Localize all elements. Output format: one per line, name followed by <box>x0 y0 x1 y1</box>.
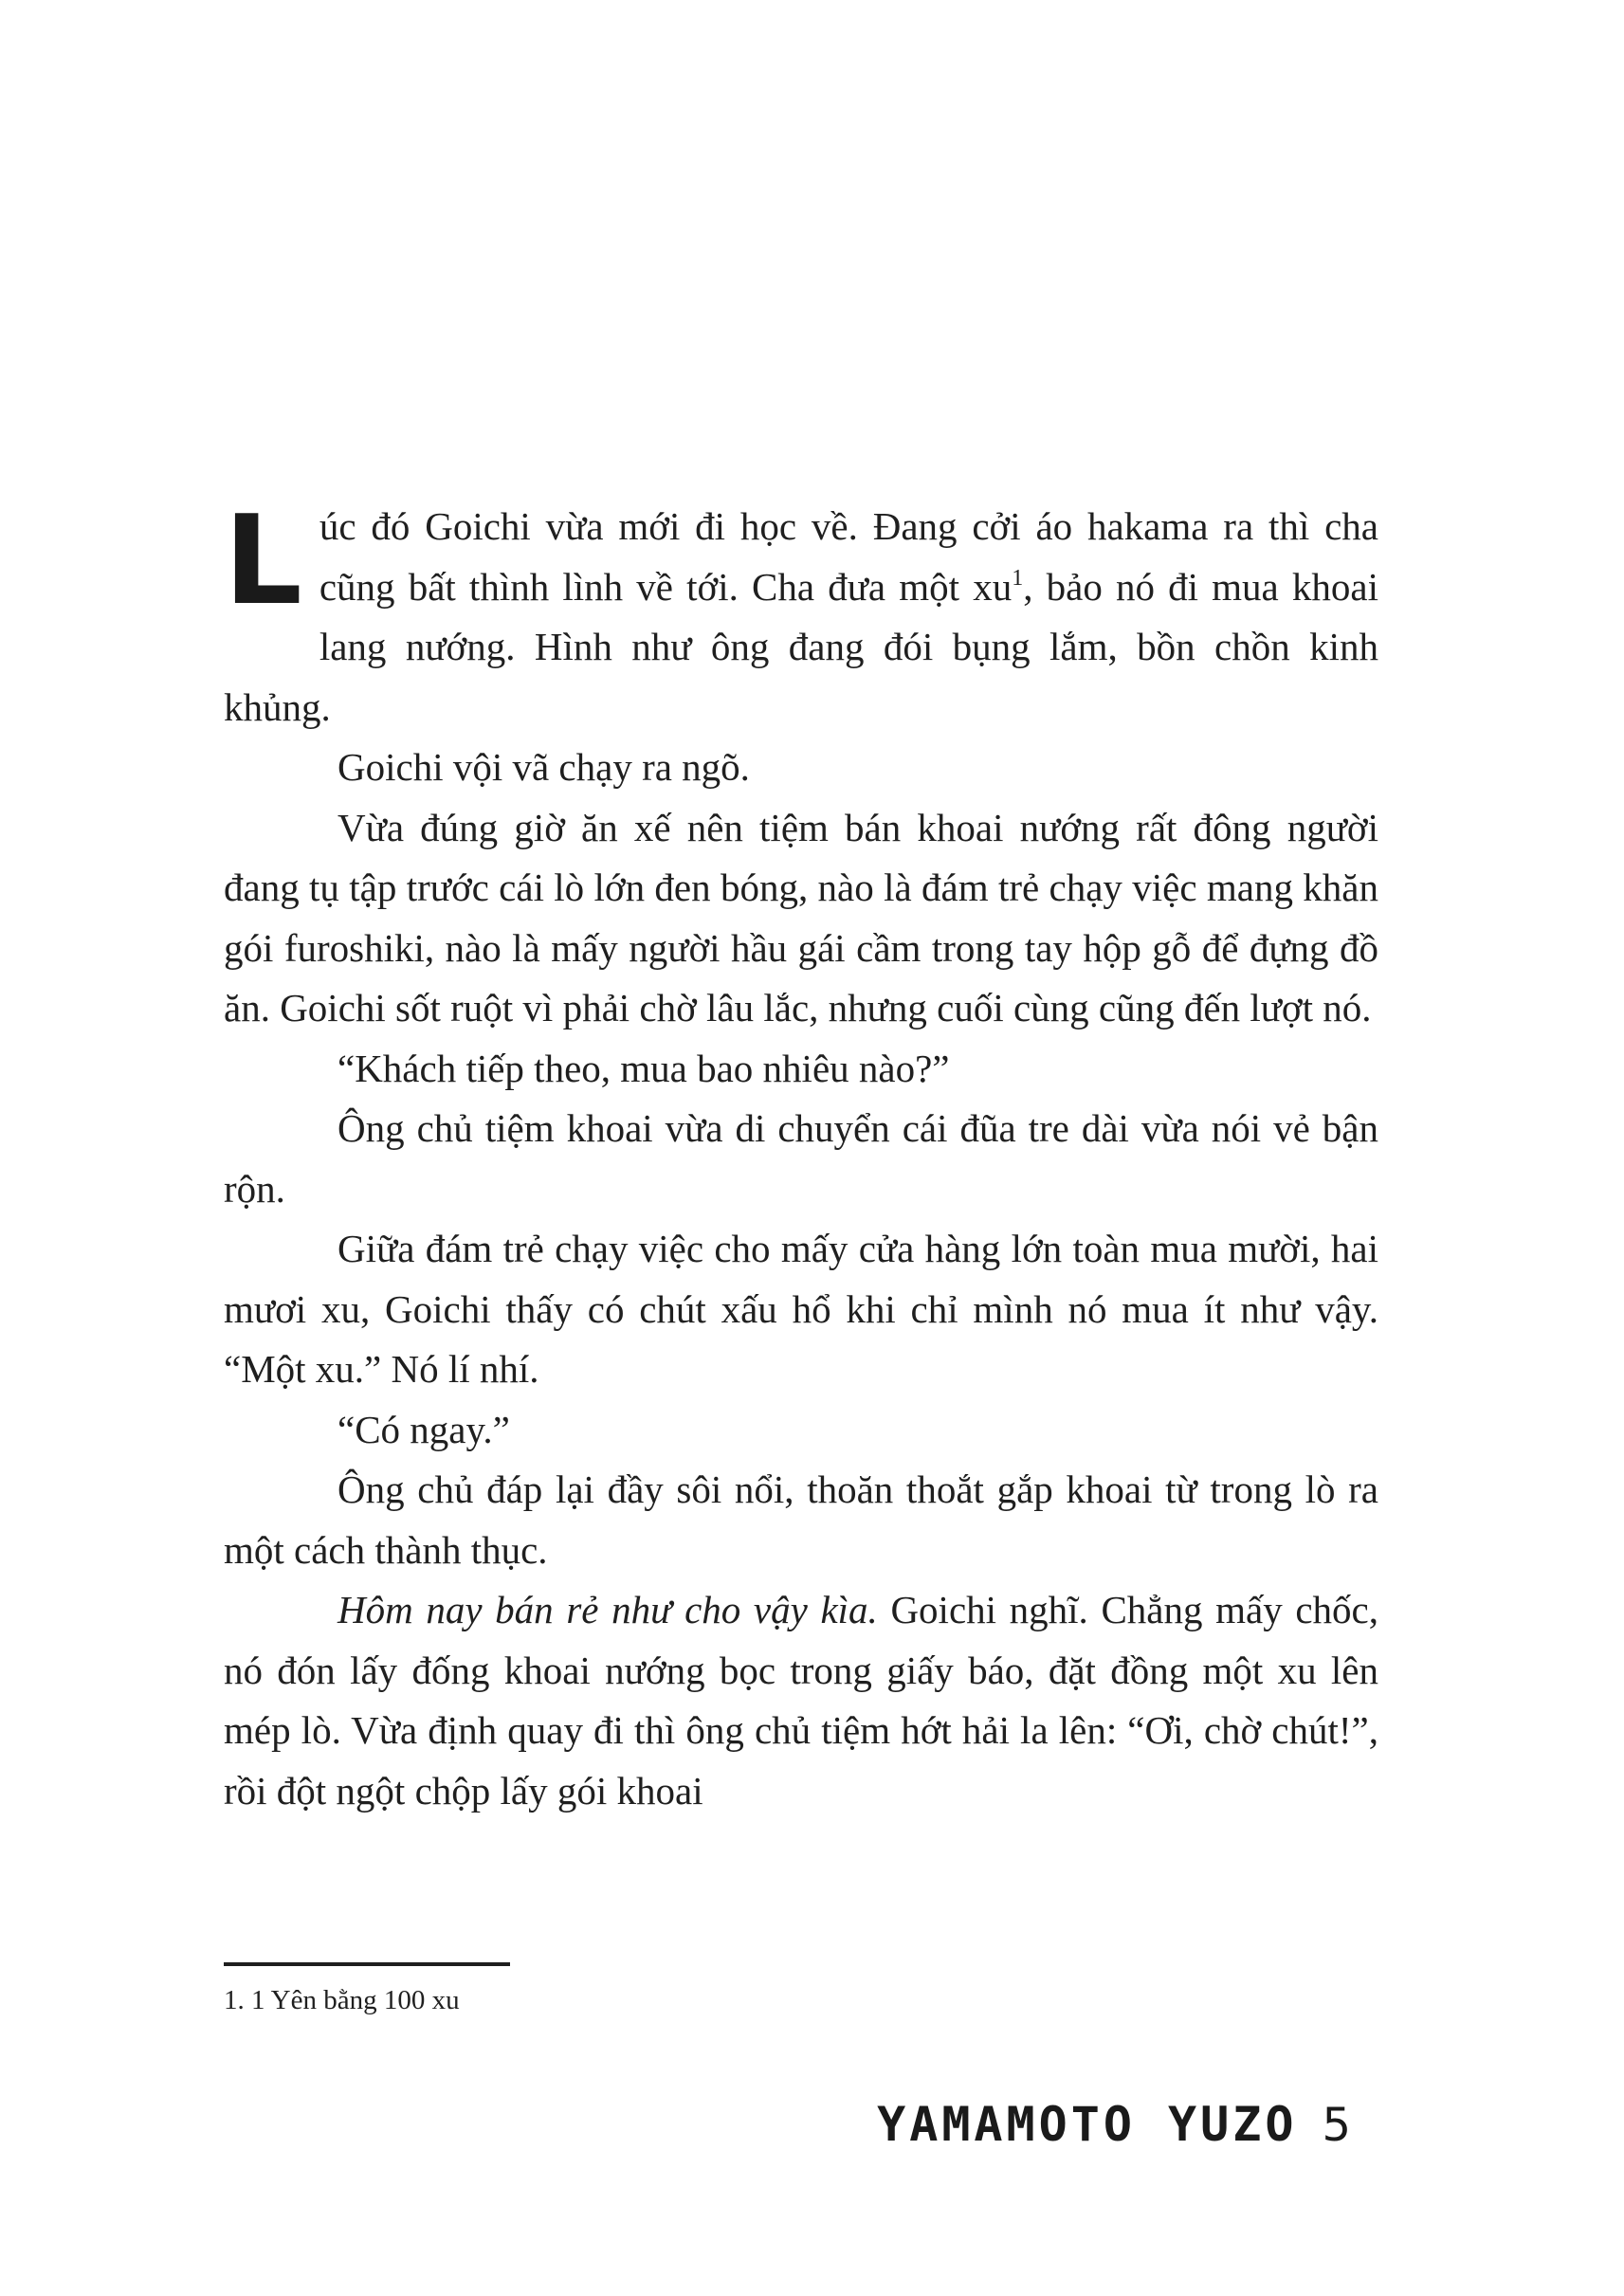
paragraph-7: “Có ngay.” <box>338 1407 510 1451</box>
paragraph-9 <box>224 1580 1378 1821</box>
paragraph-2: Goichi vội vã chạy ra ngõ. <box>338 745 750 789</box>
paragraph-4: “Khách tiếp theo, mua bao nhiêu nào?” <box>338 1046 950 1090</box>
paragraph-8: Ông chủ đáp lại đầy sôi nổi, thoăn thoắt gắp khoai từ trong lò ra một cách thành thục. <box>224 1467 1378 1572</box>
author-name: YAMAMOTO YUZO <box>877 2097 1298 2152</box>
paragraph-1 <box>224 488 1378 738</box>
footnote-divider <box>224 1962 510 1966</box>
paragraph-3: Vừa đúng giờ ăn xế nên tiệm bán khoai nướng rất đông người đang tụ tập trước cái lò lớn đen bóng, nào là đám trẻ chạy việc mang khăn gói furoshiki, nào là mấy người hầu gái cầm trong tay hộp gỗ để đựng đồ ăn. Goichi sốt ruột vì phải chờ lâu lắc, nhưng cuối cùng cũng đến lượt nó. <box>224 805 1378 1030</box>
footnote: 1. 1 Yên bằng 100 xu <box>224 1985 460 2015</box>
paragraph-9-text: Goichi nghĩ. Chẳng mấy chốc, nó đón lấy đống khoai nướng bọc trong giấy báo, đặt đồng một xu lên mép lò. Vừa định quay đi thì ông chủ tiệm hớt hải la lên: “Ơi, chờ chút!”, rồi đột ngột chộp lấy gói khoai <box>224 1588 1378 1813</box>
footnote-reference[interactable]: 1 <box>1012 565 1024 591</box>
main-text <box>224 488 1378 1821</box>
page-number: 5 <box>1322 2099 1351 2152</box>
paragraph-1-text-b: , bảo nó đi mua khoai lang nướng. Hình như ông đang đói bụng lắm, bồn chồn kinh khủng. <box>224 564 1378 729</box>
drop-cap: L <box>224 488 302 632</box>
paragraph-5: Ông chủ tiệm khoai vừa di chuyển cái đũa tre dài vừa nói vẻ bận rộn. <box>224 1106 1378 1211</box>
running-footer <box>877 2097 1351 2152</box>
paragraph-1-text-a: úc đó Goichi vừa mới đi học về. Đang cởi áo hakama ra thì cha cũng bất thình lình về tới. Cha đưa một xu <box>319 504 1378 609</box>
paragraph-6: Giữa đám trẻ chạy việc cho mấy cửa hàng lớn toàn mua mười, hai mươi xu, Goichi thấy có chút xấu hổ khi chỉ mình nó mua ít như vậy. “Một xu.” Nó lí nhí. <box>224 1227 1378 1391</box>
italic-thought: Hôm nay bán rẻ như cho vậy kìa. <box>338 1588 878 1631</box>
